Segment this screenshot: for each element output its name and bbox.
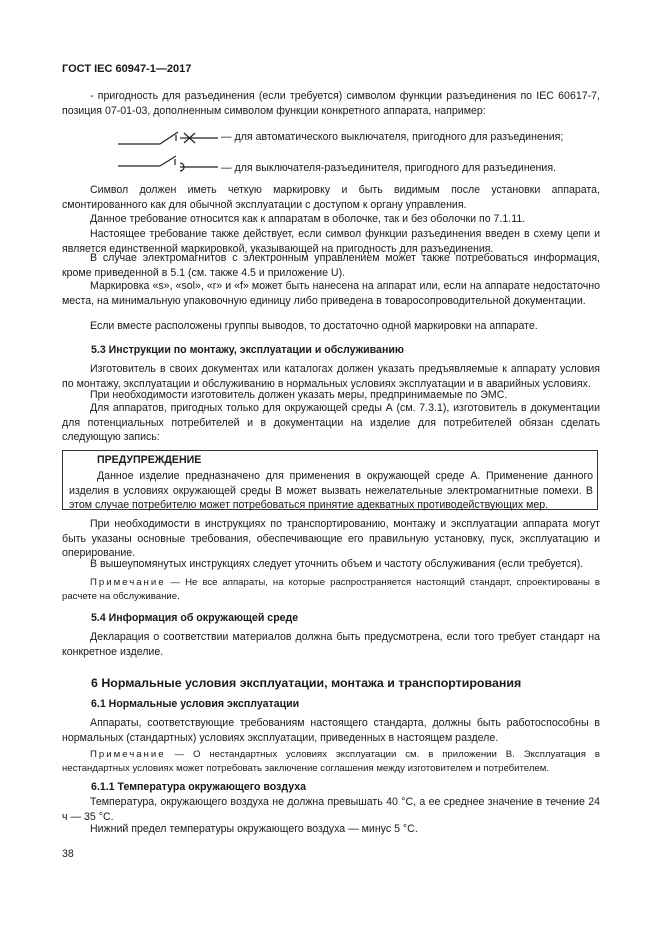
paragraph: Данное требование относится как к аппаратам в оболочке, так и без оболочки по 7.1.11. (90, 213, 526, 225)
section-heading: 6.1.1 Температура окружающего воздуха (91, 781, 307, 793)
note-text: — О нестандартных условиях эксплуатации см. в приложении В. Эксплуатация в нестандартных условиях может потребовать заключение соглашения между изготовителем и потребителем. (62, 749, 600, 774)
note-label: Примечание (90, 577, 166, 588)
section-heading: 6.1 Нормальные условия эксплуатации (91, 698, 300, 710)
paragraph: Изготовитель в своих документах или каталогах должен указать предъявляемые к аппарату условия по монтажу, эксплуатации и обслуживанию в нормальных условиях эксплуатации и в аварийных условиях. (62, 363, 600, 390)
paragraph: В вышеупомянутых инструкциях следует уточнить объем и частоту обслуживания (если требуется). (90, 558, 584, 570)
note-text: — Не все аппараты, на которые распространяется настоящий стандарт, спроектированы в расчете на обслуживание. (62, 577, 600, 602)
paragraph: В случае электромагнитов с электронным управлением может также потребоваться информация, кроме приведенной в 5.1 (см. также 4.5 и приложение U). (62, 252, 600, 279)
chapter-heading: 6 Нормальные условия эксплуатации, монтажа и транспортирования (91, 676, 522, 690)
paragraph: Маркировка «s», «sol», «r» и «f» может быть нанесена на аппарат или, если на аппарате недостаточно места, на минимальную упаковочную единицу либо приведена в товаросопроводительной документации. (62, 280, 600, 307)
paragraph: Нижний предел температуры окружающего воздуха — минус 5 °С. (90, 823, 418, 835)
paragraph: Символ должен иметь четкую маркировку и быть видимым после установки аппарата, смонтированного как для обычной эксплуатации с доступом к органу управления. (62, 184, 600, 211)
warning-text: Данное изделие предназначено для применения в окружающей среде А. Применение данного изделия в условиях окружающей среды В может вызвать нежелательные электромагнитные помехи. В этом случае потребителю может потребоваться принятие адекватных противодействующих мер. (69, 470, 593, 512)
paragraph: Если вместе расположены группы выводов, то достаточно одной маркировки на аппарате. (90, 320, 538, 332)
switch-disconnector-caption: — для выключателя-разъединителя, пригодного для разъединения. (221, 162, 557, 174)
note (62, 576, 600, 603)
warning-title: ПРЕДУПРЕЖДЕНИЕ (97, 454, 202, 466)
section-heading: 5.3 Инструкции по монтажу, эксплуатации и обслуживанию (91, 344, 404, 356)
paragraph: Настоящее требование также действует, если символ функции разъединения введен в схему цепи и является единственной маркировкой, указывающей на пригодность для разъединения. (62, 228, 600, 255)
intro-paragraph: - пригодность для разъединения (если требуется) символом функции разъединения по IEC 60617-7, позиция 07-01-03, дополненным символом функции конкретного аппарата, например: (62, 90, 600, 117)
note-label: Примечание (90, 749, 166, 760)
note (62, 748, 600, 775)
paragraph: При необходимости в инструкциях по транспортированию, монтажу и эксплуатации аппарата могут быть указаны основные требования, обеспечивающие его правильную установку, пуск, эксплуатацию и оперирование. (62, 518, 600, 560)
paragraph: Температура, окружающего воздуха не должна превышать 40 °С, а ее среднее значение в течение 24 ч — 35 °С. (62, 796, 600, 823)
paragraph: Аппараты, соответствующие требованиям настоящего стандарта, должны быть работоспособны в нормальных (стандартных) условиях эксплуатации, приведенных в настоящем разделе. (62, 717, 600, 744)
document-header: ГОСТ IEC 60947-1—2017 (62, 63, 192, 75)
page-number: 38 (62, 848, 74, 860)
paragraph: Декларация о соответствии материалов должна быть предусмотрена, если того требует стандарт на конкретное изделие. (62, 631, 600, 658)
auto-breaker-symbol-icon (118, 132, 218, 144)
warning-box (62, 450, 598, 510)
paragraph: Для аппаратов, пригодных только для окружающей среды А (см. 7.3.1), изготовитель в документации для потенциальных потребителей и в документации на изделие для потребителей обязан сделать следующую запись: (62, 402, 600, 444)
switch-disconnector-symbol-icon (118, 156, 218, 171)
auto-breaker-caption: — для автоматического выключателя, пригодного для разъединения; (221, 131, 564, 143)
paragraph: При необходимости изготовитель должен указать меры, предпринимаемые по ЭМС. (90, 389, 508, 401)
disconnector-symbols (118, 126, 218, 174)
section-heading: 5.4 Информация об окружающей среде (91, 612, 299, 624)
